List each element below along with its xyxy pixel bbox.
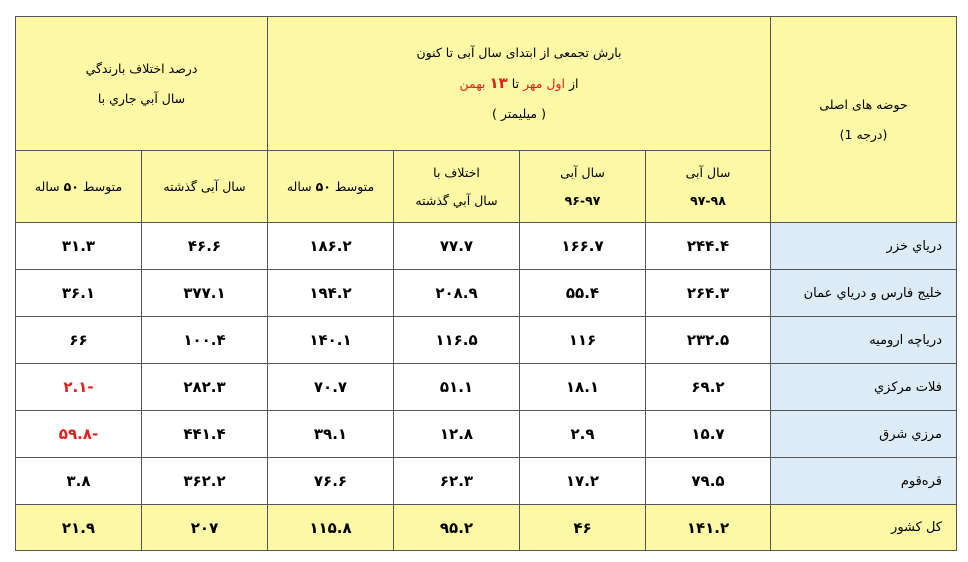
- table-row: [16, 223, 957, 270]
- avg50-pre: متوسط: [334, 178, 375, 194]
- value-cell-pct-avg: ۳۶.۱: [16, 270, 142, 317]
- value-cell-y9798: ۲۳۲.۵: [646, 317, 771, 364]
- value-cell-y9697: ۱۷.۲: [520, 458, 646, 505]
- total-diff: ۹۵.۲: [394, 505, 520, 551]
- value-cell-y9697: ۱۱۶: [520, 317, 646, 364]
- rainfall-table: [15, 16, 957, 551]
- diff-prev-line2: سال آبي گذشته: [415, 192, 498, 208]
- diff-prev-line1: اختلاف با: [433, 164, 480, 180]
- col-diff-prev-header: [394, 151, 520, 223]
- percent-diff-header-cell: [16, 17, 268, 151]
- basin-header-cell: [771, 17, 957, 223]
- total-y9798: ۱۴۱.۲: [646, 505, 771, 551]
- value-cell-y9697: ۵۵.۴: [520, 270, 646, 317]
- value-cell-pct-prev: ۴۶.۶: [142, 223, 268, 270]
- basin-name-cell: خليج فارس و درياي عمان: [771, 270, 957, 317]
- basin-header-degree: (درجه 1): [839, 126, 888, 142]
- rainfall-table-container: [15, 16, 957, 551]
- basin-name-cell: درياچه اروميه: [771, 317, 957, 364]
- table-row: [16, 270, 957, 317]
- table-row: [16, 458, 957, 505]
- value-cell-y9697: ۲.۹: [520, 411, 646, 458]
- percent-diff-line2: سال آبي جاري با: [97, 90, 186, 106]
- basin-header-title: حوضه های اصلی: [819, 96, 908, 112]
- basin-name-cell: فلات مرکزي: [771, 364, 957, 411]
- pct-prev-label: سال آبی گذشته: [163, 178, 246, 194]
- period-end-day: ۱۳: [489, 74, 508, 92]
- value-cell-avg50: ۱۴۰.۱: [268, 317, 394, 364]
- value-cell-y9697: ۱۶۶.۷: [520, 223, 646, 270]
- pct-avg-pre: متوسط: [82, 178, 123, 194]
- period-end-month: بهمن: [459, 76, 486, 91]
- avg50-post: ساله: [286, 178, 312, 194]
- value-cell-pct-prev: ۲۸۲.۳: [142, 364, 268, 411]
- value-cell-y9798: ۷۹.۵: [646, 458, 771, 505]
- year-9798-value: ۹۷-۹۸: [690, 192, 726, 208]
- value-cell-pct-prev: ۴۴۱.۴: [142, 411, 268, 458]
- value-cell-y9798: ۶۹.۲: [646, 364, 771, 411]
- col-pct-avg-header: [16, 151, 142, 223]
- total-avg50: ۱۱۵.۸: [268, 505, 394, 551]
- value-cell-diff: ۷۷.۷: [394, 223, 520, 270]
- basin-name-cell: درياي خزر: [771, 223, 957, 270]
- value-cell-pct-prev: ۳۷۷.۱: [142, 270, 268, 317]
- header-row: [16, 17, 957, 151]
- value-cell-diff: ۲۰۸.۹: [394, 270, 520, 317]
- value-cell-diff: ۱۱۶.۵: [394, 317, 520, 364]
- period-start: اول مهر: [523, 76, 565, 91]
- value-cell-y9798: ۱۵.۷: [646, 411, 771, 458]
- period-to: تا: [511, 76, 520, 91]
- data-rows: [16, 223, 957, 505]
- basin-name-cell: مرزي شرق: [771, 411, 957, 458]
- col-avg50-header: [268, 151, 394, 223]
- value-cell-pct-avg: ۶۶: [16, 317, 142, 364]
- total-basin-name: کل کشور: [771, 505, 957, 551]
- rainfall-header-line1: بارش تجمعی از ابتدای سال آبی تا کنون: [416, 45, 622, 60]
- rainfall-header-cell: [268, 17, 771, 151]
- value-cell-y9798: ۲۶۴.۳: [646, 270, 771, 317]
- value-cell-y9798: ۲۴۴.۴: [646, 223, 771, 270]
- pct-avg-num: ۵۰: [63, 178, 79, 194]
- year-9798-label: سال آبی: [685, 164, 731, 180]
- pct-avg-post: ساله: [34, 178, 60, 194]
- value-cell-diff: ۵۱.۱: [394, 364, 520, 411]
- rainfall-header-period: [268, 68, 770, 99]
- col-year-9697-header: [520, 151, 646, 223]
- total-row: [16, 505, 957, 551]
- col-year-9798-header: [646, 151, 771, 223]
- value-cell-avg50: ۱۹۴.۲: [268, 270, 394, 317]
- basin-name-cell: قره‌قوم: [771, 458, 957, 505]
- value-cell-pct-avg: ۳۱.۳: [16, 223, 142, 270]
- value-cell-avg50: ۷۰.۷: [268, 364, 394, 411]
- value-cell-pct-avg: -۵۹.۸: [16, 411, 142, 458]
- col-pct-prev-header: [142, 151, 268, 223]
- value-cell-pct-prev: ۱۰۰.۴: [142, 317, 268, 364]
- value-cell-y9697: ۱۸.۱: [520, 364, 646, 411]
- value-cell-pct-avg: ۳.۸: [16, 458, 142, 505]
- value-cell-avg50: ۳۹.۱: [268, 411, 394, 458]
- total-y9697: ۴۶: [520, 505, 646, 551]
- total-pct-prev: ۲۰۷: [142, 505, 268, 551]
- period-from: از: [568, 76, 579, 91]
- value-cell-avg50: ۱۸۶.۲: [268, 223, 394, 270]
- rainfall-header-unit: ( میلیمتر ): [492, 106, 546, 121]
- table-row: [16, 317, 957, 364]
- value-cell-diff: ۱۲.۸: [394, 411, 520, 458]
- year-9697-value: ۹۶-۹۷: [564, 192, 601, 208]
- table-row: [16, 411, 957, 458]
- avg50-num: ۵۰: [315, 178, 331, 194]
- value-cell-avg50: ۷۶.۶: [268, 458, 394, 505]
- value-cell-pct-avg: -۲.۱: [16, 364, 142, 411]
- year-9697-label: سال آبی: [560, 164, 605, 180]
- percent-diff-line1: درصد اختلاف بارندگي: [85, 60, 198, 76]
- total-pct-avg: ۲۱.۹: [16, 505, 142, 551]
- table-row: [16, 364, 957, 411]
- value-cell-pct-prev: ۳۶۲.۲: [142, 458, 268, 505]
- value-cell-diff: ۶۲.۳: [394, 458, 520, 505]
